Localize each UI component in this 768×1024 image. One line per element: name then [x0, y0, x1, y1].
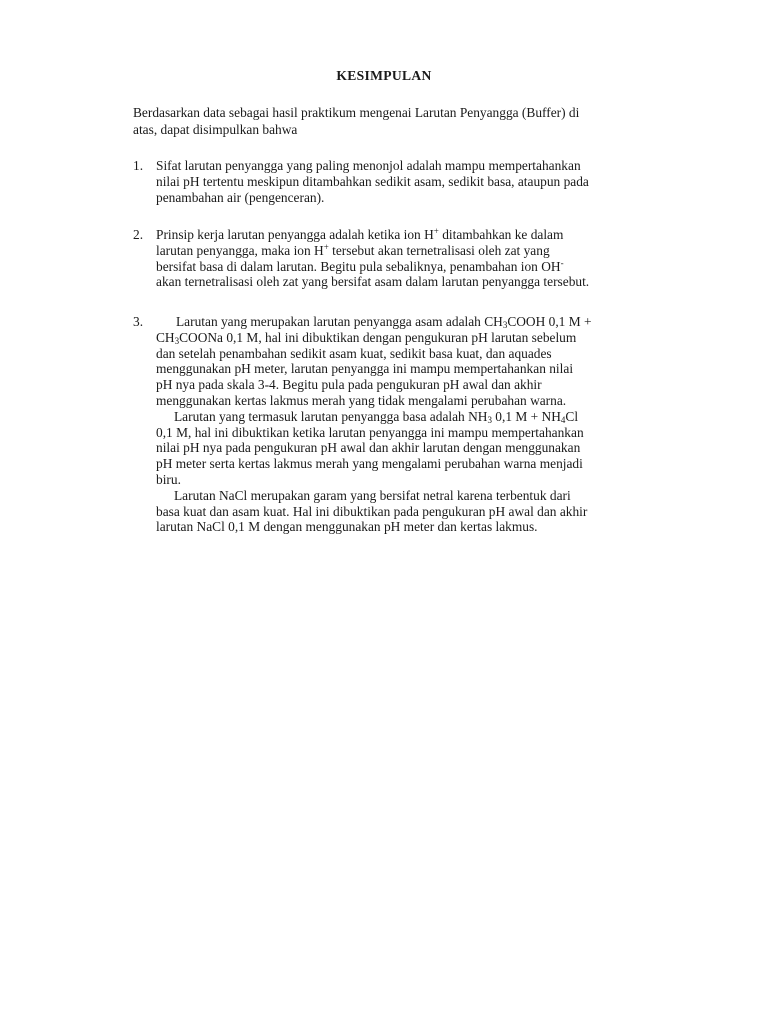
text-line: Sifat larutan penyangga yang paling menonjol adalah mampu mempertahankan: [156, 158, 581, 173]
text-line: basa kuat dan asam kuat. Hal ini dibuktikan pada pengukuran pH awal dan akhir: [156, 503, 588, 519]
text-line: nilai pH nya pada pengukuran pH awal dan akhir larutan dengan menggunakan: [156, 440, 581, 456]
text-run: COONa 0,1 M, hal ini dibuktikan dengan pengukuran pH larutan sebelum: [179, 329, 577, 345]
text-line: [156, 243, 663, 259]
text-line: pH meter serta kertas lakmus merah yang mengalami perubahan warna menjadi: [156, 456, 583, 472]
text-run: Larutan NaCl merupakan garam yang bersifat netral karena terbentuk dari: [174, 487, 571, 503]
text-line: [156, 314, 663, 330]
text-run: larutan penyangga, maka ion H: [156, 242, 324, 258]
text-line: [156, 227, 663, 243]
subscript: 3: [174, 335, 180, 346]
text-run: CH: [156, 329, 175, 345]
text-line: menggunakan pH meter, larutan penyangga ini mampu mempertahankan nilai: [156, 361, 574, 377]
text-run: COOH 0,1 M +: [507, 314, 592, 329]
text-line: [156, 488, 663, 504]
text-line: pH nya pada skala 3-4. Begitu pula pada pengukuran pH awal dan akhir: [156, 377, 542, 393]
intro-line: atas, dapat disimpulkan bahwa: [133, 122, 298, 137]
superscript-minus: -: [560, 257, 564, 268]
list-item-2: [133, 227, 663, 290]
subscript: 3: [502, 320, 508, 330]
text-run: Prinsip kerja larutan penyangga adalah ketika ion H: [156, 227, 434, 242]
text-run: 0,1 M + NH: [491, 408, 561, 424]
text-run: tersebut akan ternetralisasi oleh zat yang: [328, 242, 550, 258]
intro-paragraph: [133, 104, 663, 138]
text-run: bersifat basa di dalam larutan. Begitu pula sebaliknya, penambahan ion OH: [156, 258, 561, 274]
text-line: menggunakan kertas lakmus merah yang tidak mengalami perubahan warna.: [156, 392, 567, 408]
subscript: 3: [487, 414, 492, 425]
text-run: Cl: [565, 408, 579, 424]
superscript-plus: +: [433, 226, 439, 236]
list-number: 2.: [133, 227, 144, 242]
text-line: [156, 330, 663, 346]
subscript: 4: [560, 414, 566, 425]
text-line: akan ternetralisasi oleh zat yang bersifat asam dalam larutan penyangga tersebut.: [156, 274, 590, 290]
text-run: Larutan yang merupakan larutan penyangga asam adalah CH: [176, 314, 503, 329]
list-number: 3.: [133, 314, 144, 329]
list-item-body: [156, 158, 663, 205]
intro-line: Berdasarkan data sebagai hasil praktikum mengenai Larutan Penyangga (Buffer) di: [133, 105, 580, 120]
list-item-3: [133, 314, 663, 535]
text-line: larutan NaCl 0,1 M dengan menggunakan pH meter dan kertas lakmus.: [156, 519, 538, 535]
list-item-body: [156, 314, 663, 535]
page-title: KESIMPULAN: [336, 68, 432, 83]
list-item-body: [156, 227, 663, 290]
text-line: nilai pH tertentu meskipun ditambahkan sedikit asam, sedikit basa, ataupun pada: [156, 173, 589, 189]
text-line: [156, 409, 663, 425]
text-line: dan setelah penambahan sedikit asam kuat, sedikit basa kuat, dan aquades: [156, 345, 552, 361]
text-line: biru.: [156, 471, 181, 487]
text-line: [156, 259, 663, 275]
superscript-plus: +: [323, 241, 329, 252]
text-line: penambahan air (pengenceran).: [156, 189, 325, 205]
list-number: 1.: [133, 158, 144, 173]
text-line: 0,1 M, hal ini dibuktikan ketika larutan penyangga ini mampu mempertahankan: [156, 424, 584, 440]
text-run: Larutan yang termasuk larutan penyangga basa adalah NH: [174, 408, 488, 424]
text-run: ditambahkan ke dalam: [438, 227, 564, 242]
list-item-1: [133, 158, 663, 205]
